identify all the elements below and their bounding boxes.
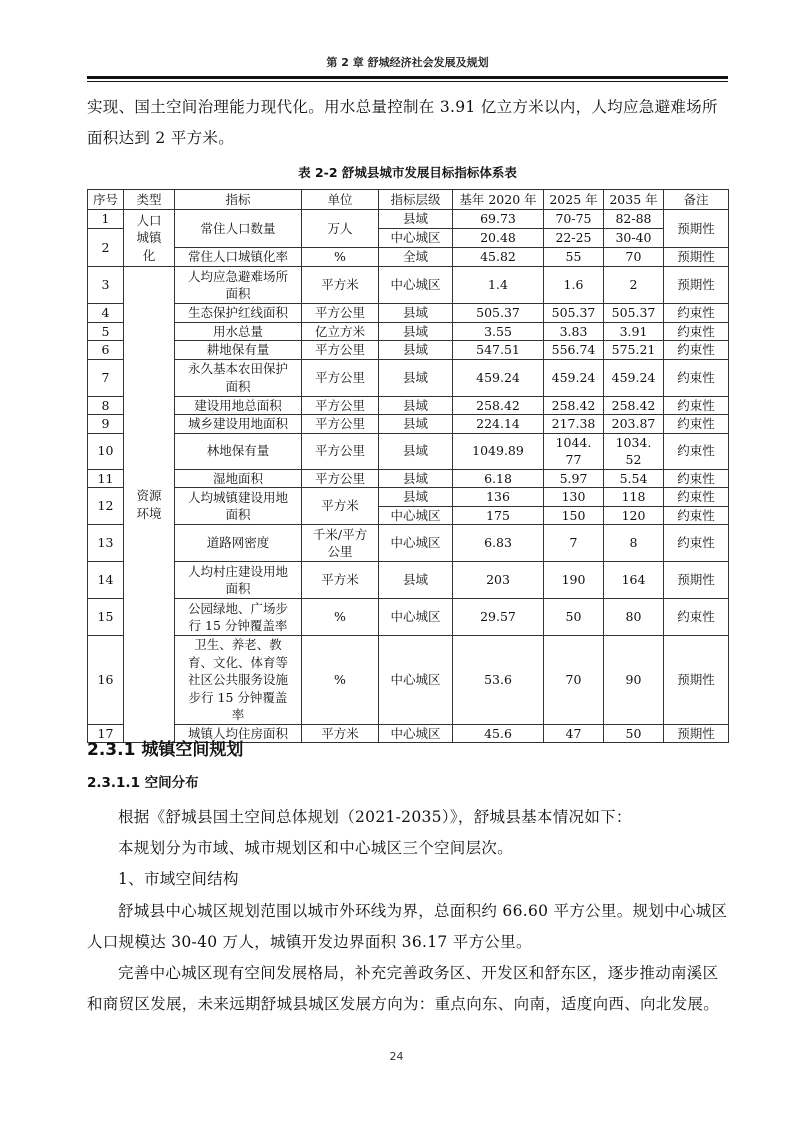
body-paragraph: 舒城县中心城区规划范围以城市外环线为界，总面积约 66.60 平方公里。规划中心城区人口规模达 30-40 万人，城镇开发边界面积 36.17 平方公里。 — [87, 902, 728, 951]
cell-level: 中心城区 — [379, 599, 453, 636]
cell-2025: 47 — [544, 724, 604, 743]
header-cell: 指标层级 — [379, 190, 453, 210]
cell-no: 1 — [88, 210, 124, 229]
cell-unit: 平方公里 — [302, 359, 379, 396]
cell-note: 约束性 — [664, 322, 729, 341]
body-paragraph: 1、市域空间结构 — [118, 870, 239, 888]
cell-unit: 平方公里 — [302, 433, 379, 469]
cell-2035: 575.21 — [604, 341, 664, 360]
cell-category: 资源环境 — [124, 267, 175, 743]
cell-2020: 1049.89 — [453, 433, 544, 469]
body-paragraph: 根据《舒城县国土空间总体规划（2021-2035）》，舒城县基本情况如下： — [118, 808, 632, 826]
body-paragraph: 完善中心城区现有空间发展格局，补充完善政务区、开发区和舒东区，逐步推动南溪区和商贸区发展，未来远期舒城县城区发展方向为：重点向东、向南，适度向西、向北发展。 — [87, 964, 720, 1013]
cell-note: 约束性 — [664, 415, 729, 434]
table-caption: 表 2-2 舒城县城市发展目标指标体系表 — [298, 165, 517, 180]
cell-2035: 505.37 — [604, 304, 664, 323]
table-row — [88, 433, 729, 469]
body-paragraph: 本规划分为市域、城市规划区和中心城区三个空间层次。 — [118, 839, 514, 857]
cell-2020: 45.82 — [453, 248, 544, 267]
cell-no: 10 — [88, 433, 124, 469]
cell-2025: 70 — [544, 636, 604, 725]
cell-no: 16 — [88, 636, 124, 725]
cell-2035: 82-88 — [604, 210, 664, 229]
cell-indicator: 道路网密度 — [175, 525, 302, 562]
cell-2025: 150 — [544, 506, 604, 525]
cell-2025: 1.6 — [544, 267, 604, 304]
cell-indicator: 生态保护红线面积 — [175, 304, 302, 323]
cell-no: 7 — [88, 359, 124, 396]
cell-note: 约束性 — [664, 396, 729, 415]
cell-2025: 217.38 — [544, 415, 604, 434]
header-cell: 单位 — [302, 190, 379, 210]
cell-level: 县域 — [379, 433, 453, 469]
cell-2035: 80 — [604, 599, 664, 636]
cell-unit: 平方公里 — [302, 341, 379, 360]
cell-unit: 平方米 — [302, 488, 379, 525]
cell-note: 预期性 — [664, 724, 729, 743]
cell-2020: 69.73 — [453, 210, 544, 229]
subsection-heading: 2.3.1.1 空间分布 — [87, 775, 199, 791]
cell-2025: 5.97 — [544, 469, 604, 488]
cell-2020: 6.18 — [453, 469, 544, 488]
cell-2020: 459.24 — [453, 359, 544, 396]
cell-note: 预期性 — [664, 210, 729, 248]
cell-2020: 224.14 — [453, 415, 544, 434]
table-row — [88, 415, 729, 434]
running-header: 第 2 章 舒城经济社会发展及规划 — [326, 56, 489, 69]
cell-2020: 45.6 — [453, 724, 544, 743]
table-row — [88, 248, 729, 267]
table-row — [88, 488, 729, 507]
cell-2035: 459.24 — [604, 359, 664, 396]
cell-unit: 万人 — [302, 210, 379, 248]
cell-2035: 8 — [604, 525, 664, 562]
cell-indicator: 城镇人均住房面积 — [175, 724, 302, 743]
cell-unit: % — [302, 636, 379, 725]
cell-2020: 175 — [453, 506, 544, 525]
table-row — [88, 210, 729, 229]
cell-2035: 258.42 — [604, 396, 664, 415]
cell-level: 县域 — [379, 341, 453, 360]
cell-level: 县域 — [379, 469, 453, 488]
table-row — [88, 469, 729, 488]
cell-level: 县域 — [379, 322, 453, 341]
cell-2035: 50 — [604, 724, 664, 743]
cell-note: 约束性 — [664, 433, 729, 469]
header-cell: 类型 — [124, 190, 175, 210]
cell-level: 中心城区 — [379, 636, 453, 725]
cell-unit: % — [302, 599, 379, 636]
table-row — [88, 359, 729, 396]
cell-note: 约束性 — [664, 469, 729, 488]
cell-unit: 平方公里 — [302, 469, 379, 488]
cell-2035: 5.54 — [604, 469, 664, 488]
cell-level: 中心城区 — [379, 229, 453, 248]
table-row — [88, 636, 729, 725]
cell-level: 县域 — [379, 210, 453, 229]
cell-2025: 7 — [544, 525, 604, 562]
cell-indicator: 永久基本农田保护面积 — [175, 359, 302, 396]
cell-no: 9 — [88, 415, 124, 434]
cell-2020: 203 — [453, 562, 544, 599]
cell-unit: 平方米 — [302, 562, 379, 599]
cell-2020: 505.37 — [453, 304, 544, 323]
cell-unit: 平方公里 — [302, 304, 379, 323]
cell-unit: 千米/平方公里 — [302, 525, 379, 562]
cell-indicator: 湿地面积 — [175, 469, 302, 488]
cell-indicator: 常住人口城镇化率 — [175, 248, 302, 267]
cell-level: 县域 — [379, 359, 453, 396]
section-heading: 2.3.1 城镇空间规划 — [87, 740, 244, 760]
cell-no: 8 — [88, 396, 124, 415]
cell-2025: 130 — [544, 488, 604, 507]
cell-level: 县域 — [379, 304, 453, 323]
cell-indicator: 卫生、养老、教育、文化、体育等社区公共服务设施步行 15 分钟覆盖率 — [175, 636, 302, 725]
cell-unit: % — [302, 248, 379, 267]
cell-no: 2 — [88, 229, 124, 267]
cell-level: 中心城区 — [379, 506, 453, 525]
cell-indicator: 用水总量 — [175, 322, 302, 341]
indicator-table — [87, 189, 729, 743]
cell-2035: 70 — [604, 248, 664, 267]
cell-note: 约束性 — [664, 599, 729, 636]
cell-2035: 203.87 — [604, 415, 664, 434]
cell-level: 县域 — [379, 488, 453, 507]
cell-no: 13 — [88, 525, 124, 562]
cell-2020: 20.48 — [453, 229, 544, 248]
cell-2035: 118 — [604, 488, 664, 507]
cell-2035: 90 — [604, 636, 664, 725]
table-row — [88, 562, 729, 599]
cell-2020: 258.42 — [453, 396, 544, 415]
cell-2025: 556.74 — [544, 341, 604, 360]
cell-no: 14 — [88, 562, 124, 599]
cell-indicator: 人均城镇建设用地面积 — [175, 488, 302, 525]
cell-note: 预期性 — [664, 267, 729, 304]
cell-unit: 平方公里 — [302, 415, 379, 434]
cell-note: 约束性 — [664, 304, 729, 323]
cell-indicator: 人均村庄建设用地面积 — [175, 562, 302, 599]
cell-no: 12 — [88, 488, 124, 525]
header-cell: 2025 年 — [544, 190, 604, 210]
cell-note: 预期性 — [664, 248, 729, 267]
table-header-row — [88, 190, 729, 210]
cell-2025: 3.83 — [544, 322, 604, 341]
cell-note: 约束性 — [664, 525, 729, 562]
cell-2025: 459.24 — [544, 359, 604, 396]
cell-no: 11 — [88, 469, 124, 488]
header-cell: 指标 — [175, 190, 302, 210]
table-row — [88, 525, 729, 562]
cell-note: 预期性 — [664, 562, 729, 599]
cell-2025: 55 — [544, 248, 604, 267]
header-cell: 基年 2020 年 — [453, 190, 544, 210]
cell-2025: 70-75 — [544, 210, 604, 229]
cell-level: 全域 — [379, 248, 453, 267]
table-row — [88, 304, 729, 323]
header-cell: 备注 — [664, 190, 729, 210]
header-cell: 2035 年 — [604, 190, 664, 210]
cell-indicator: 建设用地总面积 — [175, 396, 302, 415]
cell-2025: 190 — [544, 562, 604, 599]
cell-no: 3 — [88, 267, 124, 304]
cell-indicator: 林地保有量 — [175, 433, 302, 469]
cell-no: 17 — [88, 724, 124, 743]
cell-unit: 平方米 — [302, 267, 379, 304]
cell-unit: 亿立方米 — [302, 322, 379, 341]
cell-2025: 22-25 — [544, 229, 604, 248]
cell-note: 约束性 — [664, 359, 729, 396]
cell-level: 县域 — [379, 562, 453, 599]
cell-2035: 3.91 — [604, 322, 664, 341]
cell-level: 中心城区 — [379, 724, 453, 743]
cell-no: 6 — [88, 341, 124, 360]
cell-level: 县域 — [379, 396, 453, 415]
page-number: 24 — [389, 1050, 404, 1063]
cell-note: 约束性 — [664, 341, 729, 360]
cell-2020: 29.57 — [453, 599, 544, 636]
header-cell: 序号 — [88, 190, 124, 210]
cell-2020: 6.83 — [453, 525, 544, 562]
cell-indicator: 公园绿地、广场步行 15 分钟覆盖率 — [175, 599, 302, 636]
cell-2025: 1044.77 — [544, 433, 604, 469]
cell-2020: 1.4 — [453, 267, 544, 304]
cell-note: 约束性 — [664, 506, 729, 525]
cell-2025: 258.42 — [544, 396, 604, 415]
cell-note: 预期性 — [664, 636, 729, 725]
cell-level: 中心城区 — [379, 267, 453, 304]
cell-indicator: 常住人口数量 — [175, 210, 302, 248]
cell-no: 15 — [88, 599, 124, 636]
cell-2020: 547.51 — [453, 341, 544, 360]
intro-paragraph — [87, 92, 732, 154]
table-row — [88, 341, 729, 360]
cell-2035: 2 — [604, 267, 664, 304]
intro-line-2: 面积达到 2 平方米。 — [87, 129, 235, 147]
cell-2035: 1034.52 — [604, 433, 664, 469]
table-row — [88, 267, 729, 304]
cell-indicator: 城乡建设用地面积 — [175, 415, 302, 434]
intro-line-1: 实现、国土空间治理能力现代化。用水总量控制在 3.91 亿立方米以内，人均应急避难场所 — [87, 98, 718, 116]
cell-2035: 164 — [604, 562, 664, 599]
cell-level: 县域 — [379, 415, 453, 434]
cell-level: 中心城区 — [379, 525, 453, 562]
cell-2025: 50 — [544, 599, 604, 636]
table-row — [88, 396, 729, 415]
cell-2025: 505.37 — [544, 304, 604, 323]
cell-2020: 53.6 — [453, 636, 544, 725]
cell-unit: 平方公里 — [302, 396, 379, 415]
table-row — [88, 322, 729, 341]
cell-indicator: 耕地保有量 — [175, 341, 302, 360]
cell-unit: 平方米 — [302, 724, 379, 743]
table-row — [88, 599, 729, 636]
cell-note: 约束性 — [664, 488, 729, 507]
cell-2020: 3.55 — [453, 322, 544, 341]
header-rule-thick — [87, 76, 728, 79]
cell-2035: 120 — [604, 506, 664, 525]
header-rule-thin — [87, 81, 728, 82]
cell-category: 人口城镇化 — [124, 210, 175, 267]
cell-indicator: 人均应急避难场所面积 — [175, 267, 302, 304]
cell-no: 4 — [88, 304, 124, 323]
cell-2020: 136 — [453, 488, 544, 507]
cell-2035: 30-40 — [604, 229, 664, 248]
cell-no: 5 — [88, 322, 124, 341]
